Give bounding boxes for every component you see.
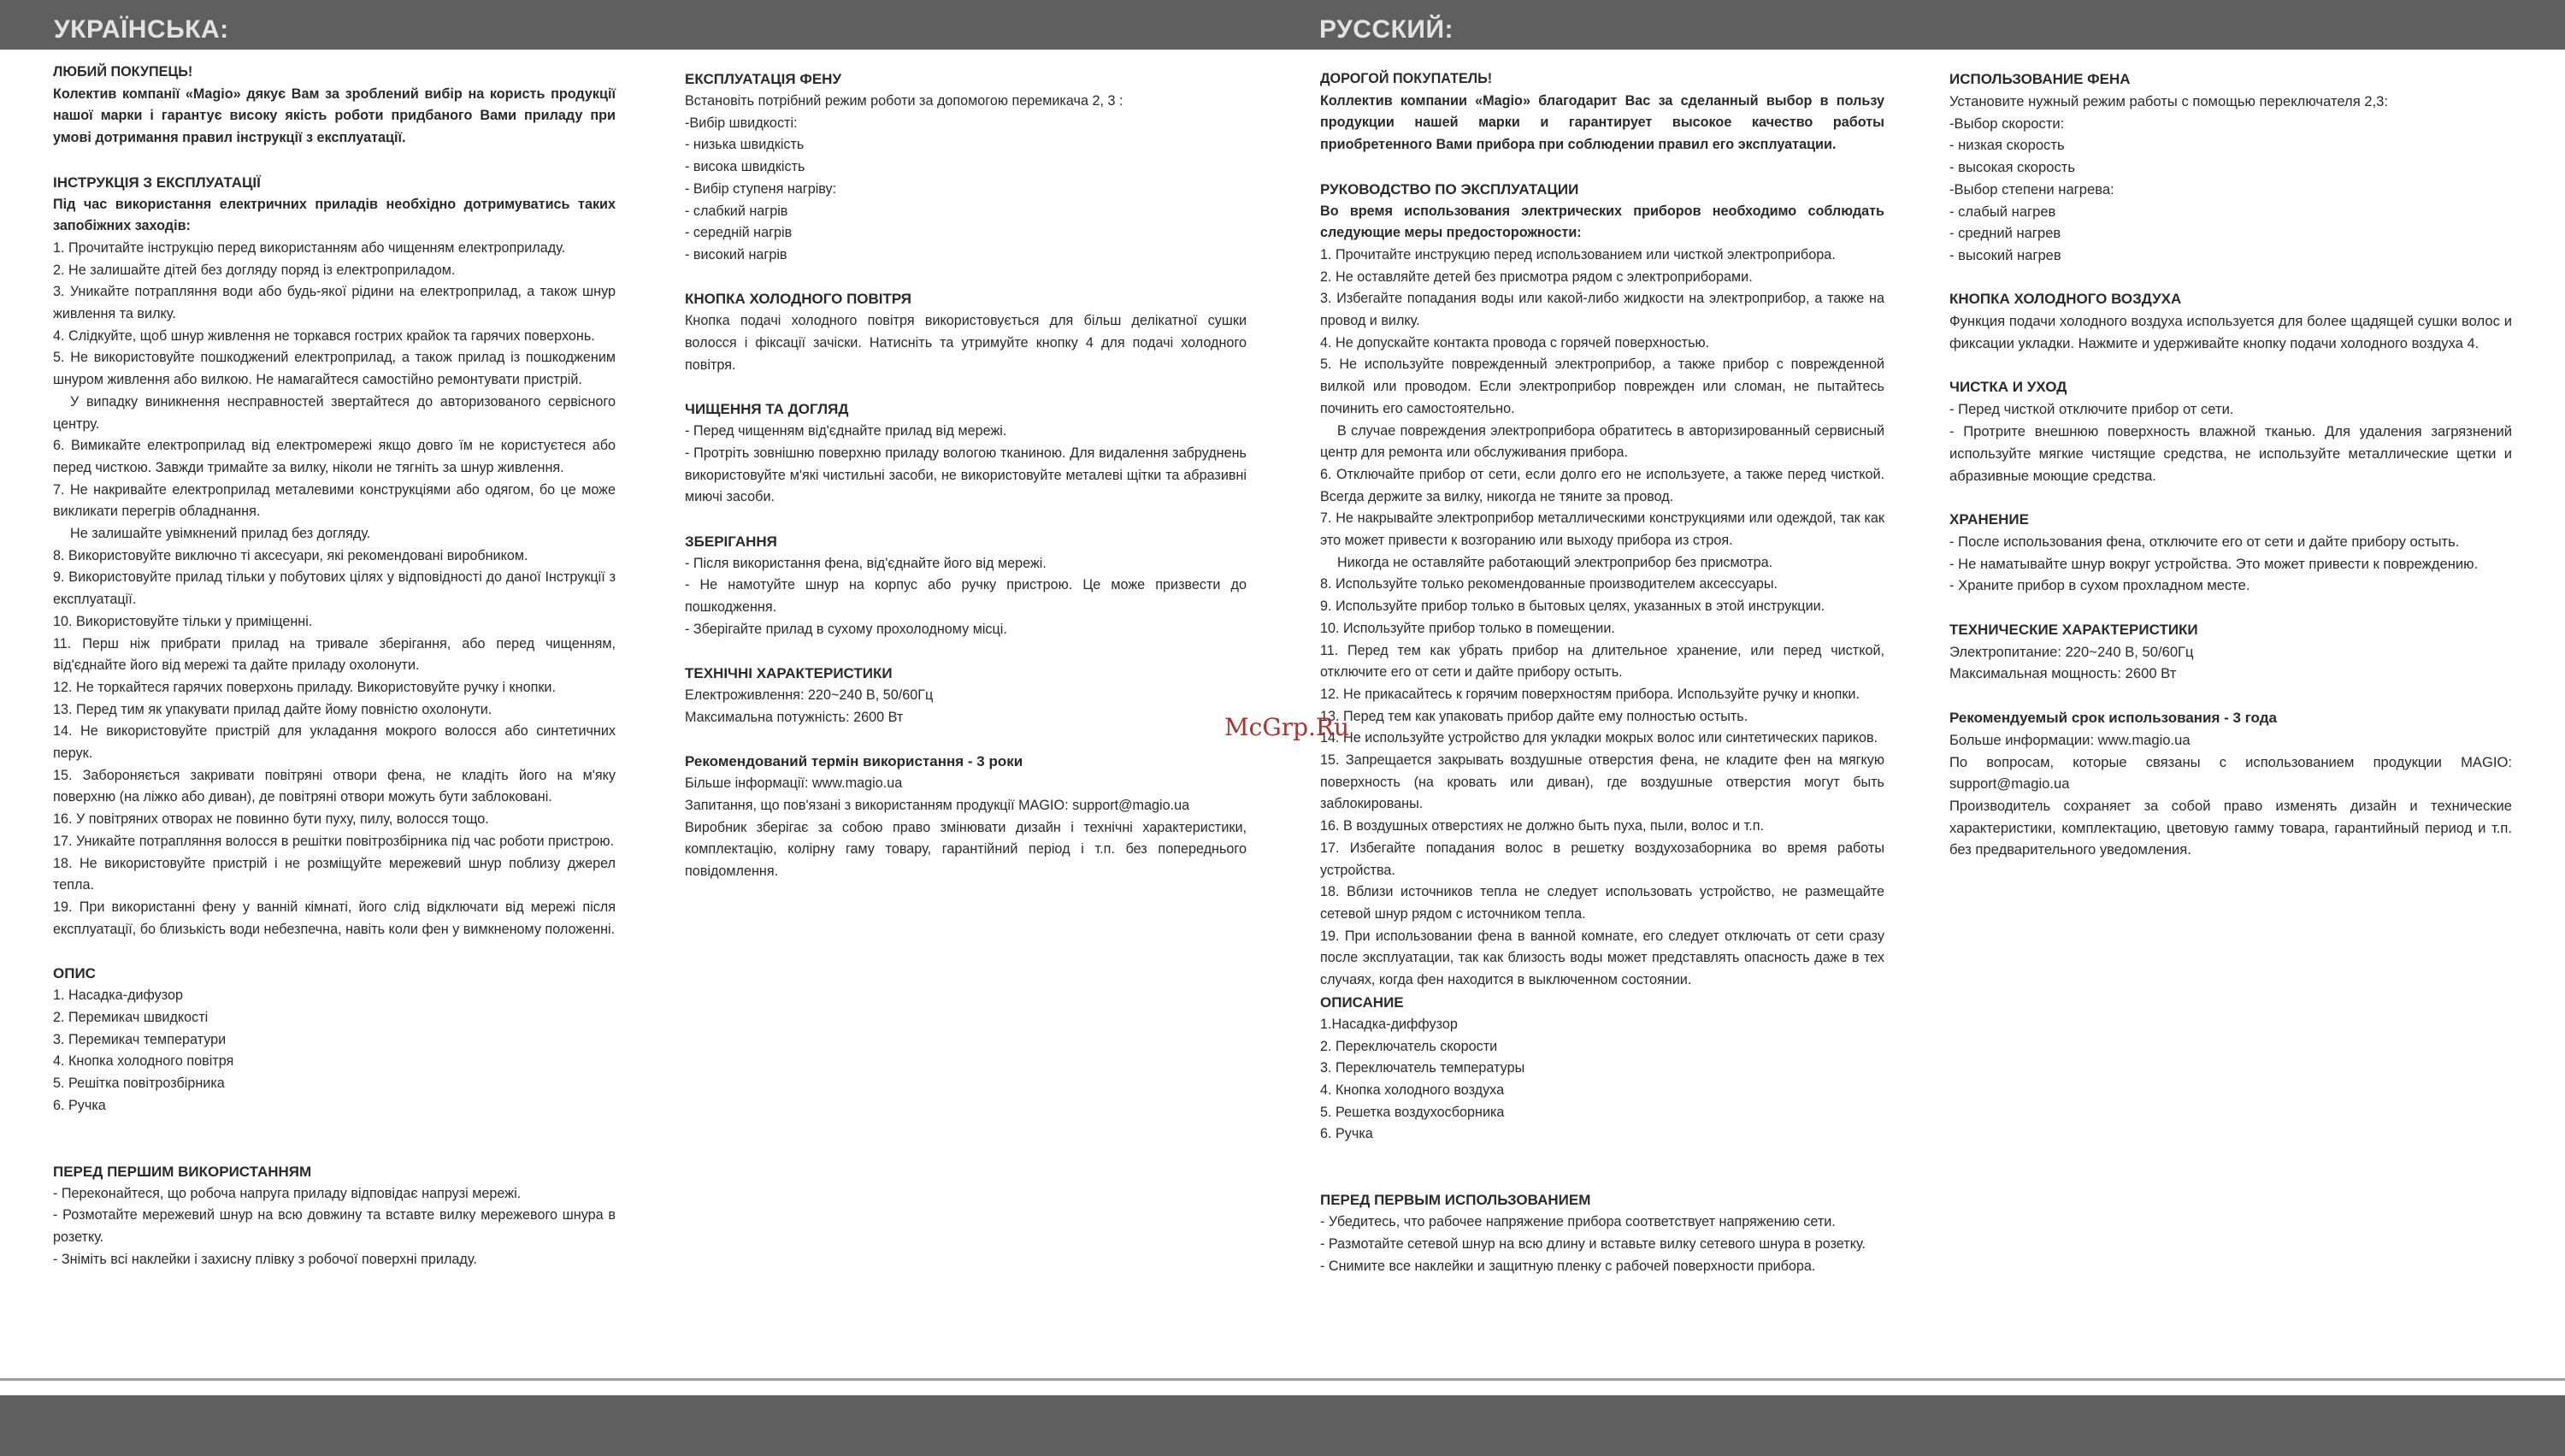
list-item: 5. Решетка воздухосборника [1320, 1104, 1505, 1120]
list-item: 1.Насадка-диффузор [1320, 1016, 1458, 1032]
ua-specs-title: ТЕХНІЧНІ ХАРАКТЕРИСТИКИ [685, 665, 893, 682]
list-item: 10. Используйте прибор только в помещении. [1320, 620, 1615, 636]
list-item: 2. Переключатель скорости [1320, 1038, 1498, 1054]
list-item: 19. При использовании фена в ванной комнате, его следует отключать от сети сразу после эксплуатации, так как близость воды может представлять опасность даже в тех случаях, когда фен находится в выключенном состоянии. [1320, 928, 1884, 988]
ua-right-column [685, 68, 1247, 883]
ru-service-life-title: Рекомендуемый срок использования - 3 года [1949, 709, 2277, 726]
list-item: 1. Прочитайте инструкцию перед использованием или чисткой электроприбора. [1320, 246, 1836, 262]
top-header-bar [0, 0, 2565, 50]
ru-cleaning-line: - Перед чисткой отключите прибор от сети. [1949, 401, 2234, 418]
list-item: 4. Кнопка холодного повітря [53, 1053, 234, 1070]
list-item: 3. Переключатель температуры [1320, 1060, 1525, 1076]
ru-storage-line: - Храните прибор в сухом прохладном месте. [1949, 577, 2250, 594]
ru-cleaning-title: ЧИСТКА И УХОД [1949, 379, 2067, 396]
ru-usage-line: -Выбор скорости: [1949, 115, 2065, 132]
ru-left-column [1320, 68, 1884, 1278]
ua-info-line: Виробник зберігає за собою право змінювати дизайн і технічні характеристики, комплектацію, колірну гаму товару, гарантійний період і т.п. без попереднього повідомлення. [685, 819, 1247, 880]
list-item: 6. Отключайте прибор от сети, если долго его не используете, а также перед чисткой. Всегда держите за вилку, никогда не тяните за провод. [1320, 466, 1884, 504]
list-item: - Розмотайте мережевий шнур на всю довжину та вставте вилку мережевого шнура в розетку. [53, 1207, 616, 1246]
ua-usage-line: -Вибір швидкості: [685, 115, 798, 131]
ua-instructions-lead: Під час використання електричних приладів необхідно дотримуватись таких запобіжних заходів: [53, 196, 616, 234]
ua-left-column [53, 62, 616, 1271]
list-item: У випадку виникнення несправностей звертайтеся до авторизованого сервісного центру. [53, 393, 616, 432]
list-item: 17. Уникайте потрапляння волосся в решітки повітрозбірника під час роботи пристрою. [53, 833, 614, 849]
list-item: 6. Вимикайте електроприлад від електромережі якщо довго їм не користуєтеся або перед чисткою. Завжди тримайте за вилку, ніколи не тягніть за шнур живлення. [53, 438, 616, 475]
list-item: 5. Не используйте поврежденный электроприбор, а также прибор с поврежденной вилкой или проводом. Если электроприбор поврежден или сломан, не пытайтесь починить его самостоятельно. [1320, 357, 1884, 416]
ru-usage-line: - низкая скорость [1949, 137, 2065, 154]
ua-specs-line: Електроживлення: 220~240 В, 50/60Гц [685, 687, 934, 704]
ru-usage-line: - слабый нагрев [1949, 203, 2056, 220]
ru-cold-air-title: КНОПКА ХОЛОДНОГО ВОЗДУХА [1949, 291, 2182, 308]
list-item: Никогда не оставляйте работающий электроприбор без присмотра. [1337, 554, 1773, 570]
ru-storage-line: - После использования фена, отключите его от сети и дайте прибору остыть. [1949, 533, 2460, 550]
list-item: 7. Не накрывайте электроприбор металлическими конструкциями или одеждой, так как это может привести к возгоранию или выходу прибора из строя. [1320, 510, 1884, 549]
ru-description-list [1320, 1014, 1884, 1146]
list-item: 3. Избегайте попадания воды или какой-либо жидкости на электроприбор, а также на провод и вилку. [1320, 291, 1884, 329]
ua-usage-line: - середній нагрів [685, 225, 793, 241]
list-item: 9. Використовуйте прилад тільки у побутових цілях у відповідності до даної Інструкції з експлуатації. [53, 569, 616, 608]
ua-cleaning-line: - Протріть зовнішню поверхню приладу вологою тканиною. Для видалення забруднень використовуйте м'які чистильні засоби, не використовуйте металеві щітки та абразивні миючі засоби. [685, 445, 1247, 505]
list-item: 18. Не використовуйте пристрій і не розміщуйте мережевий шнур поблизу джерел тепла. [53, 855, 616, 893]
list-item: 17. Избегайте попадания волос в решетку воздухозаборника во время работы устройства. [1320, 840, 1884, 878]
ua-service-life-title: Рекомендований термін використання - 3 роки [685, 753, 1023, 770]
list-item: 11. Перед тем как убрать прибор на длительное хранение, или перед чисткой, отключите его от сети и дайте прибору остыть. [1320, 642, 1884, 681]
bottom-footer-bar [0, 1395, 2565, 1456]
ua-storage-line: - Після використання фена, від'єднайте його від мережі. [685, 555, 1047, 571]
ua-storage-line: - Не намотуйте шнур на корпус або ручку пристрою. Це може призвести до пошкодження. [685, 577, 1247, 616]
ru-specs-title: ТЕХНИЧЕСКИЕ ХАРАКТЕРИСТИКИ [1949, 621, 2198, 638]
list-item: 2. Перемикач швидкості [53, 1009, 209, 1025]
list-item: 2. Не оставляйте детей без присмотра рядом с электроприборами. [1320, 268, 1753, 285]
ru-instructions-title: РУКОВОДСТВО ПО ЭКСПЛУАТАЦИИ [1320, 180, 1579, 197]
ru-storage-line: - Не наматывайте шнур вокруг устройства. Это может привести к повреждению. [1949, 555, 2479, 572]
ru-info-line: По вопросам, которые связаны с использованием продукции MAGIO: support@magio.ua [1949, 753, 2512, 793]
ua-usage-line: - Вибір ступеня нагріву: [685, 180, 837, 197]
list-item: - Убедитесь, что рабочее напряжение прибора соответствует напряжению сети. [1320, 1214, 1836, 1230]
ua-greeting: ЛЮБИЙ ПОКУПЕЦЬ! [53, 64, 193, 80]
list-item: 4. Не допускайте контакта провода с горячей поверхностью. [1320, 334, 1710, 351]
ru-specs-line: Максимальная мощность: 2600 Вт [1949, 665, 2177, 682]
ru-usage-line: - высокий нагрев [1949, 246, 2061, 263]
list-item: 1. Прочитайте інструкцію перед використанням або чищенням електроприладу. [53, 239, 566, 256]
list-item: 5. Решітка повітрозбірника [53, 1075, 225, 1091]
ru-right-column [1949, 68, 2512, 861]
list-item: 1. Насадка-дифузор [53, 987, 184, 1004]
list-item: 12. Не торкайтеся гарячих поверхонь приладу. Використовуйте ручку і кнопки. [53, 679, 556, 695]
ua-first-use-title: ПЕРЕД ПЕРШИМ ВИКОРИСТАННЯМ [53, 1163, 312, 1180]
list-item: 11. Перш ніж прибрати прилад на тривале зберігання, або перед чищенням, від'єднайте його від мережі та дайте приладу охолонути. [53, 635, 616, 674]
list-item: - Снимите все наклейки и защитную пленку с рабочей поверхности прибора. [1320, 1258, 1816, 1274]
ua-storage-title: ЗБЕРІГАННЯ [685, 533, 777, 550]
ru-usage-line: Установите нужный режим работы с помощью переключателя 2,3: [1949, 93, 2388, 109]
ru-usage-line: - высокая скорость [1949, 159, 2076, 176]
list-item: 4. Слідкуйте, щоб шнур живлення не торкався гострих крайок та гарячих поверхонь. [53, 327, 595, 344]
list-item: - Размотайте сетевой шнур на всю длину и вставьте вилку сетевого шнура в розетку. [1320, 1236, 1866, 1253]
list-item: 15. Забороняється закривати повітряні отвори фена, не кладіть його на м'яку поверхню (на ліжко або диван), де повітряні отвори можуть бути заблоковані. [53, 767, 616, 805]
list-item: 16. У повітряних отворах не повинно бути пуху, пилу, волосся тощо. [53, 811, 489, 828]
ru-description-title: ОПИСАНИЕ [1320, 993, 1404, 1011]
ru-info-line: Больше информации: www.magio.ua [1949, 731, 2191, 748]
ru-first-use-title: ПЕРЕД ПЕРВЫМ ИСПОЛЬЗОВАНИЕМ [1320, 1192, 1591, 1209]
list-item: 15. Запрещается закрывать воздушные отверстия фена, не кладите фен на мягкую поверхность (на кровать или диван), где воздушные отверстия могут быть заблокированы. [1320, 752, 1884, 812]
ru-first-use-list [1320, 1211, 1884, 1277]
list-item: 12. Не прикасайтесь к горячим поверхностям прибора. Используйте ручку и кнопки. [1320, 686, 1860, 702]
list-item: 13. Перед тим як упакувати прилад дайте йому повністю охолонути. [53, 701, 492, 717]
ua-description-title: ОПИС [53, 965, 96, 982]
ua-cleaning-line: - Перед чищенням від'єднайте прилад від мережі. [685, 423, 1007, 439]
ua-cold-air-title: КНОПКА ХОЛОДНОГО ПОВІТРЯ [685, 291, 912, 308]
ua-usage-line: - високий нагрів [685, 246, 787, 262]
ru-usage-title: ИСПОЛЬЗОВАНИЕ ФЕНА [1949, 71, 2131, 87]
ua-intro: Колектив компанії «Magio» дякує Вам за зроблений вибір на користь продукції нашої марки і гарантує високу якість роботи придбаного Вами приладу при умові дотримання правил інструкції з експлуатації. [53, 85, 616, 146]
ru-cleaning-line: - Протрите внешнюю поверхность влажной тканью. Для удаления загрязнений используйте мягкие чистящие средства, не используйте металлические щетки и абразивные моющие средства. [1949, 423, 2512, 484]
ru-greeting: ДОРОГОЙ ПОКУПАТЕЛЬ! [1320, 71, 1493, 86]
list-item: В случае повреждения электроприбора обратитесь в авторизированный сервисный центр для ремонта или обслуживания прибора. [1320, 422, 1884, 461]
footer-divider [0, 1378, 2565, 1381]
list-item: 6. Ручка [53, 1097, 106, 1113]
list-item: 8. Використовуйте виключно ті аксесуари, які рекомендовані виробником. [53, 547, 528, 563]
list-item: 14. Не используйте устройство для укладки мокрых волос или синтетических париков. [1320, 730, 1878, 746]
list-item: - Зніміть всі наклейки і захисну плівку з робочої поверхні приладу. [53, 1251, 477, 1267]
list-item: - Переконайтеся, що робоча напруга приладу відповідає напрузі мережі. [53, 1185, 522, 1201]
ua-usage-line: - висока швидкість [685, 159, 805, 175]
list-item: Не залишайте увімкнений прилад без догляду. [70, 526, 371, 542]
list-item: 9. Используйте прибор только в бытовых целях, указанных в этой инструкции. [1320, 598, 1825, 615]
ru-instructions-lead: Во время использования электрических приборов необходимо соблюдать следующие меры предосторожности: [1320, 203, 1884, 241]
ru-storage-title: ХРАНЕНИЕ [1949, 510, 2029, 528]
ua-first-use-list [53, 1183, 616, 1271]
list-item: 6. Ручка [1320, 1126, 1373, 1142]
ru-safety-list [1320, 245, 1884, 992]
list-item: 2. Не залишайте дітей без догляду поряд із електроприладом. [53, 262, 456, 278]
ua-specs-line: Максимальна потужність: 2600 Вт [685, 709, 904, 725]
ua-info-line: Більше інформації: www.magio.ua [685, 775, 903, 792]
ru-cold-air-text: Функция подачи холодного воздуха используется для более щадящей сушки волос и фиксации укладки. Нажмите и удерживайте кнопку подачи холодного воздуха 4. [1949, 313, 2512, 352]
list-item: 13. Перед тем как упаковать прибор дайте ему полностью остыть. [1320, 708, 1748, 724]
ua-instructions-title: ІНСТРУКЦІЯ З ЕКСПЛУАТАЦІЇ [53, 174, 261, 191]
ru-intro: Коллектив компании «Magio» благодарит Вас за сделанный выбор в пользу продукции нашей марки и гарантирует высокое качество работы приобретенного Вами прибора при соблюдении правил его эксплуатации. [1320, 92, 1884, 153]
russian-language-heading: РУССКИЙ: [1319, 15, 1454, 44]
list-item: 14. Не використовуйте пристрій для укладання мокрого волосся або синтетичних перук. [53, 723, 616, 762]
ua-info-line: Запитання, що пов'язані з використанням продукції MAGIO: support@magio.ua [685, 797, 1190, 813]
list-item: 19. При використанні фену у ванній кімнаті, його слід відключати від мережі після експлуатації, бо близькість води небезпечна, навіть коли фен у вимкненому положенні. [53, 899, 616, 937]
ru-info-line: Производитель сохраняет за собой право изменять дизайн и технические характеристики, комплектацию, цветовую гамму товара, гарантийный период и т.п. без предварительного уведомления. [1949, 797, 2512, 858]
ua-description-list [53, 985, 616, 1117]
ua-usage-line: Встановіть потрібний режим роботи за допомогою перемикача 2, 3 : [685, 93, 1123, 109]
ua-usage-line: - слабкий нагрів [685, 203, 788, 219]
list-item: 4. Кнопка холодного воздуха [1320, 1082, 1505, 1098]
ua-usage-line: - низька швидкість [685, 137, 805, 153]
list-item: 3. Перемикач температури [53, 1031, 227, 1047]
list-item: 3. Уникайте потрапляння води або будь-якої рідини на електроприлад, а також шнур живлення та вилку. [53, 284, 616, 322]
ru-usage-line: -Выбор степени нагрева: [1949, 180, 2114, 197]
list-item: 5. Не використовуйте пошкоджений електроприлад, а також прилад із пошкодженим шнуром живлення або вилкою. Не намагайтеся самостійно ремонтувати пристрій. [53, 350, 616, 388]
ua-storage-line: - Зберігайте прилад в сухому прохолодному місці. [685, 621, 1007, 637]
ua-cleaning-title: ЧИЩЕННЯ ТА ДОГЛЯД [685, 401, 849, 418]
list-item: 18. Вблизи источников тепла не следует использовать устройство, не размещайте сетевой шнур рядом с источником тепла. [1320, 884, 1884, 922]
ua-usage-title: ЕКСПЛУАТАЦІЯ ФЕНУ [685, 71, 842, 87]
list-item: 7. Не накривайте електроприлад металевими конструкціями або одягом, бо це може викликати перегрів обладнання. [53, 481, 616, 520]
ua-safety-list [53, 238, 616, 941]
watermark: McGrp.Ru [1224, 713, 1350, 741]
ua-cold-air-text: Кнопка подачі холодного повітря використовується для більш делікатної сушки волосся і фіксації зачіски. Натисніть та утримуйте кнопку 4 для подачі холодного повітря. [685, 313, 1247, 373]
list-item: 10. Використовуйте тільки у приміщенні. [53, 613, 313, 629]
ru-usage-line: - средний нагрев [1949, 225, 2061, 242]
ukrainian-language-heading: УКРАЇНСЬКА: [54, 15, 229, 44]
ru-specs-line: Электропитание: 220~240 В, 50/60Гц [1949, 643, 2194, 660]
list-item: 8. Используйте только рекомендованные производителем аксессуары. [1320, 576, 1778, 592]
list-item: 16. В воздушных отверстиях не должно быть пуха, пыли, волос и т.п. [1320, 818, 1765, 834]
